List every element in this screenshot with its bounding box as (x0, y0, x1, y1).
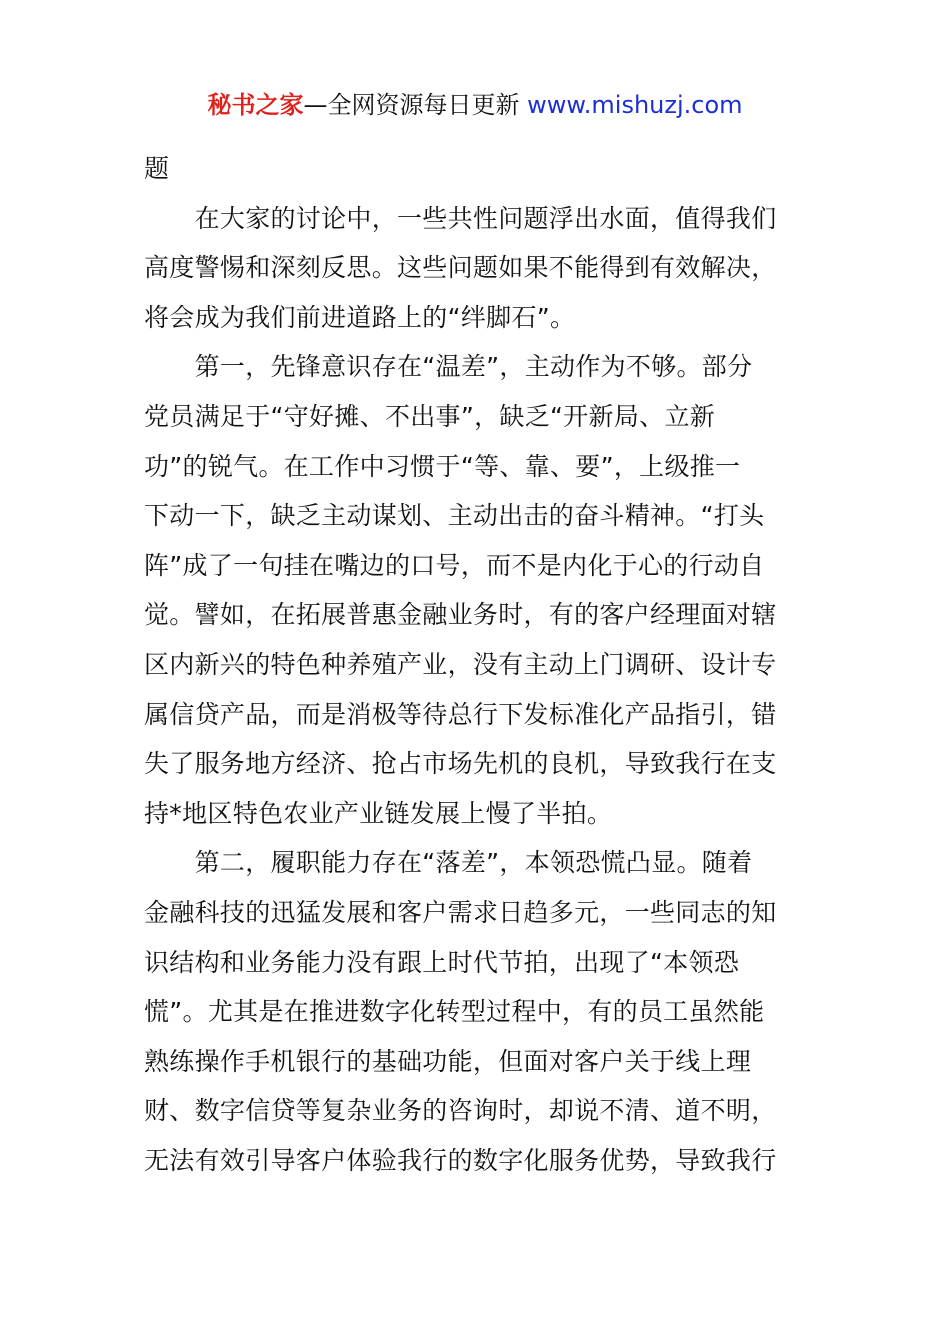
document-body (144, 144, 808, 1185)
text-line: 阵”成了一句挂在嘴边的口号，而不是内化于心的行动自 (144, 550, 765, 580)
site-header (0, 88, 950, 122)
text-line: 将会成为我们前进道路上的“绊脚石”。 (144, 302, 576, 332)
text-line: 第二，履职能力存在“落差”，本领恐慌凸显。随着 (144, 848, 753, 878)
text-line: 党员满足于“守好摊、不出事”，缺乏“开新局、立新 (144, 401, 716, 431)
text-line: 下动一下，缺乏主动谋划、主动出击的奋斗精神。“打头 (144, 501, 765, 531)
text-line: 金融科技的迅猛发展和客户需求日趋多元，一些同志的知 (144, 897, 777, 927)
text-line: 无法有效引导客户体验我行的数字化服务优势，导致我行 (144, 1145, 777, 1175)
text-line: 识结构和业务能力没有跟上时代节拍，出现了“本领恐 (144, 947, 740, 977)
text-line: 觉。譬如，在拓展普惠金融业务时，有的客户经理面对辖 (144, 600, 777, 630)
text-line: 慌”。尤其是在推进数字化转型过程中，有的员工虽然能 (144, 997, 765, 1027)
text-line: 熟练操作手机银行的基础功能，但面对客户关于线上理 (144, 1046, 752, 1076)
text-line: 第一，先锋意识存在“温差”，主动作为不够。部分 (144, 352, 753, 382)
text-line: 持*地区特色农业产业链发展上慢了半拍。 (144, 798, 613, 828)
text-line: 区内新兴的特色种养殖产业，没有主动上门调研、设计专 (144, 649, 777, 679)
brand-name: 秘书之家 (207, 91, 304, 119)
text-line: 功”的锐气。在工作中习惯于“等、靠、要”，上级推一 (144, 451, 741, 481)
text-line: 在大家的讨论中，一些共性问题浮出水面，值得我们 (144, 203, 777, 233)
text-line: 属信贷产品，而是消极等待总行下发标准化产品指引，错 (144, 699, 777, 729)
header-tagline: —全网资源每日更新 (303, 91, 528, 119)
text-line: 高度警惕和深刻反思。这些问题如果不能得到有效解决， (144, 253, 777, 283)
text-line: 失了服务地方经济、抢占市场先机的良机，导致我行在支 (144, 749, 777, 779)
text-line: 财、数字信贷等复杂业务的咨询时，却说不清、道不明， (144, 1096, 777, 1126)
text-line: 题 (144, 154, 170, 183)
site-url-link[interactable]: www.mishuzj.com (527, 91, 743, 119)
